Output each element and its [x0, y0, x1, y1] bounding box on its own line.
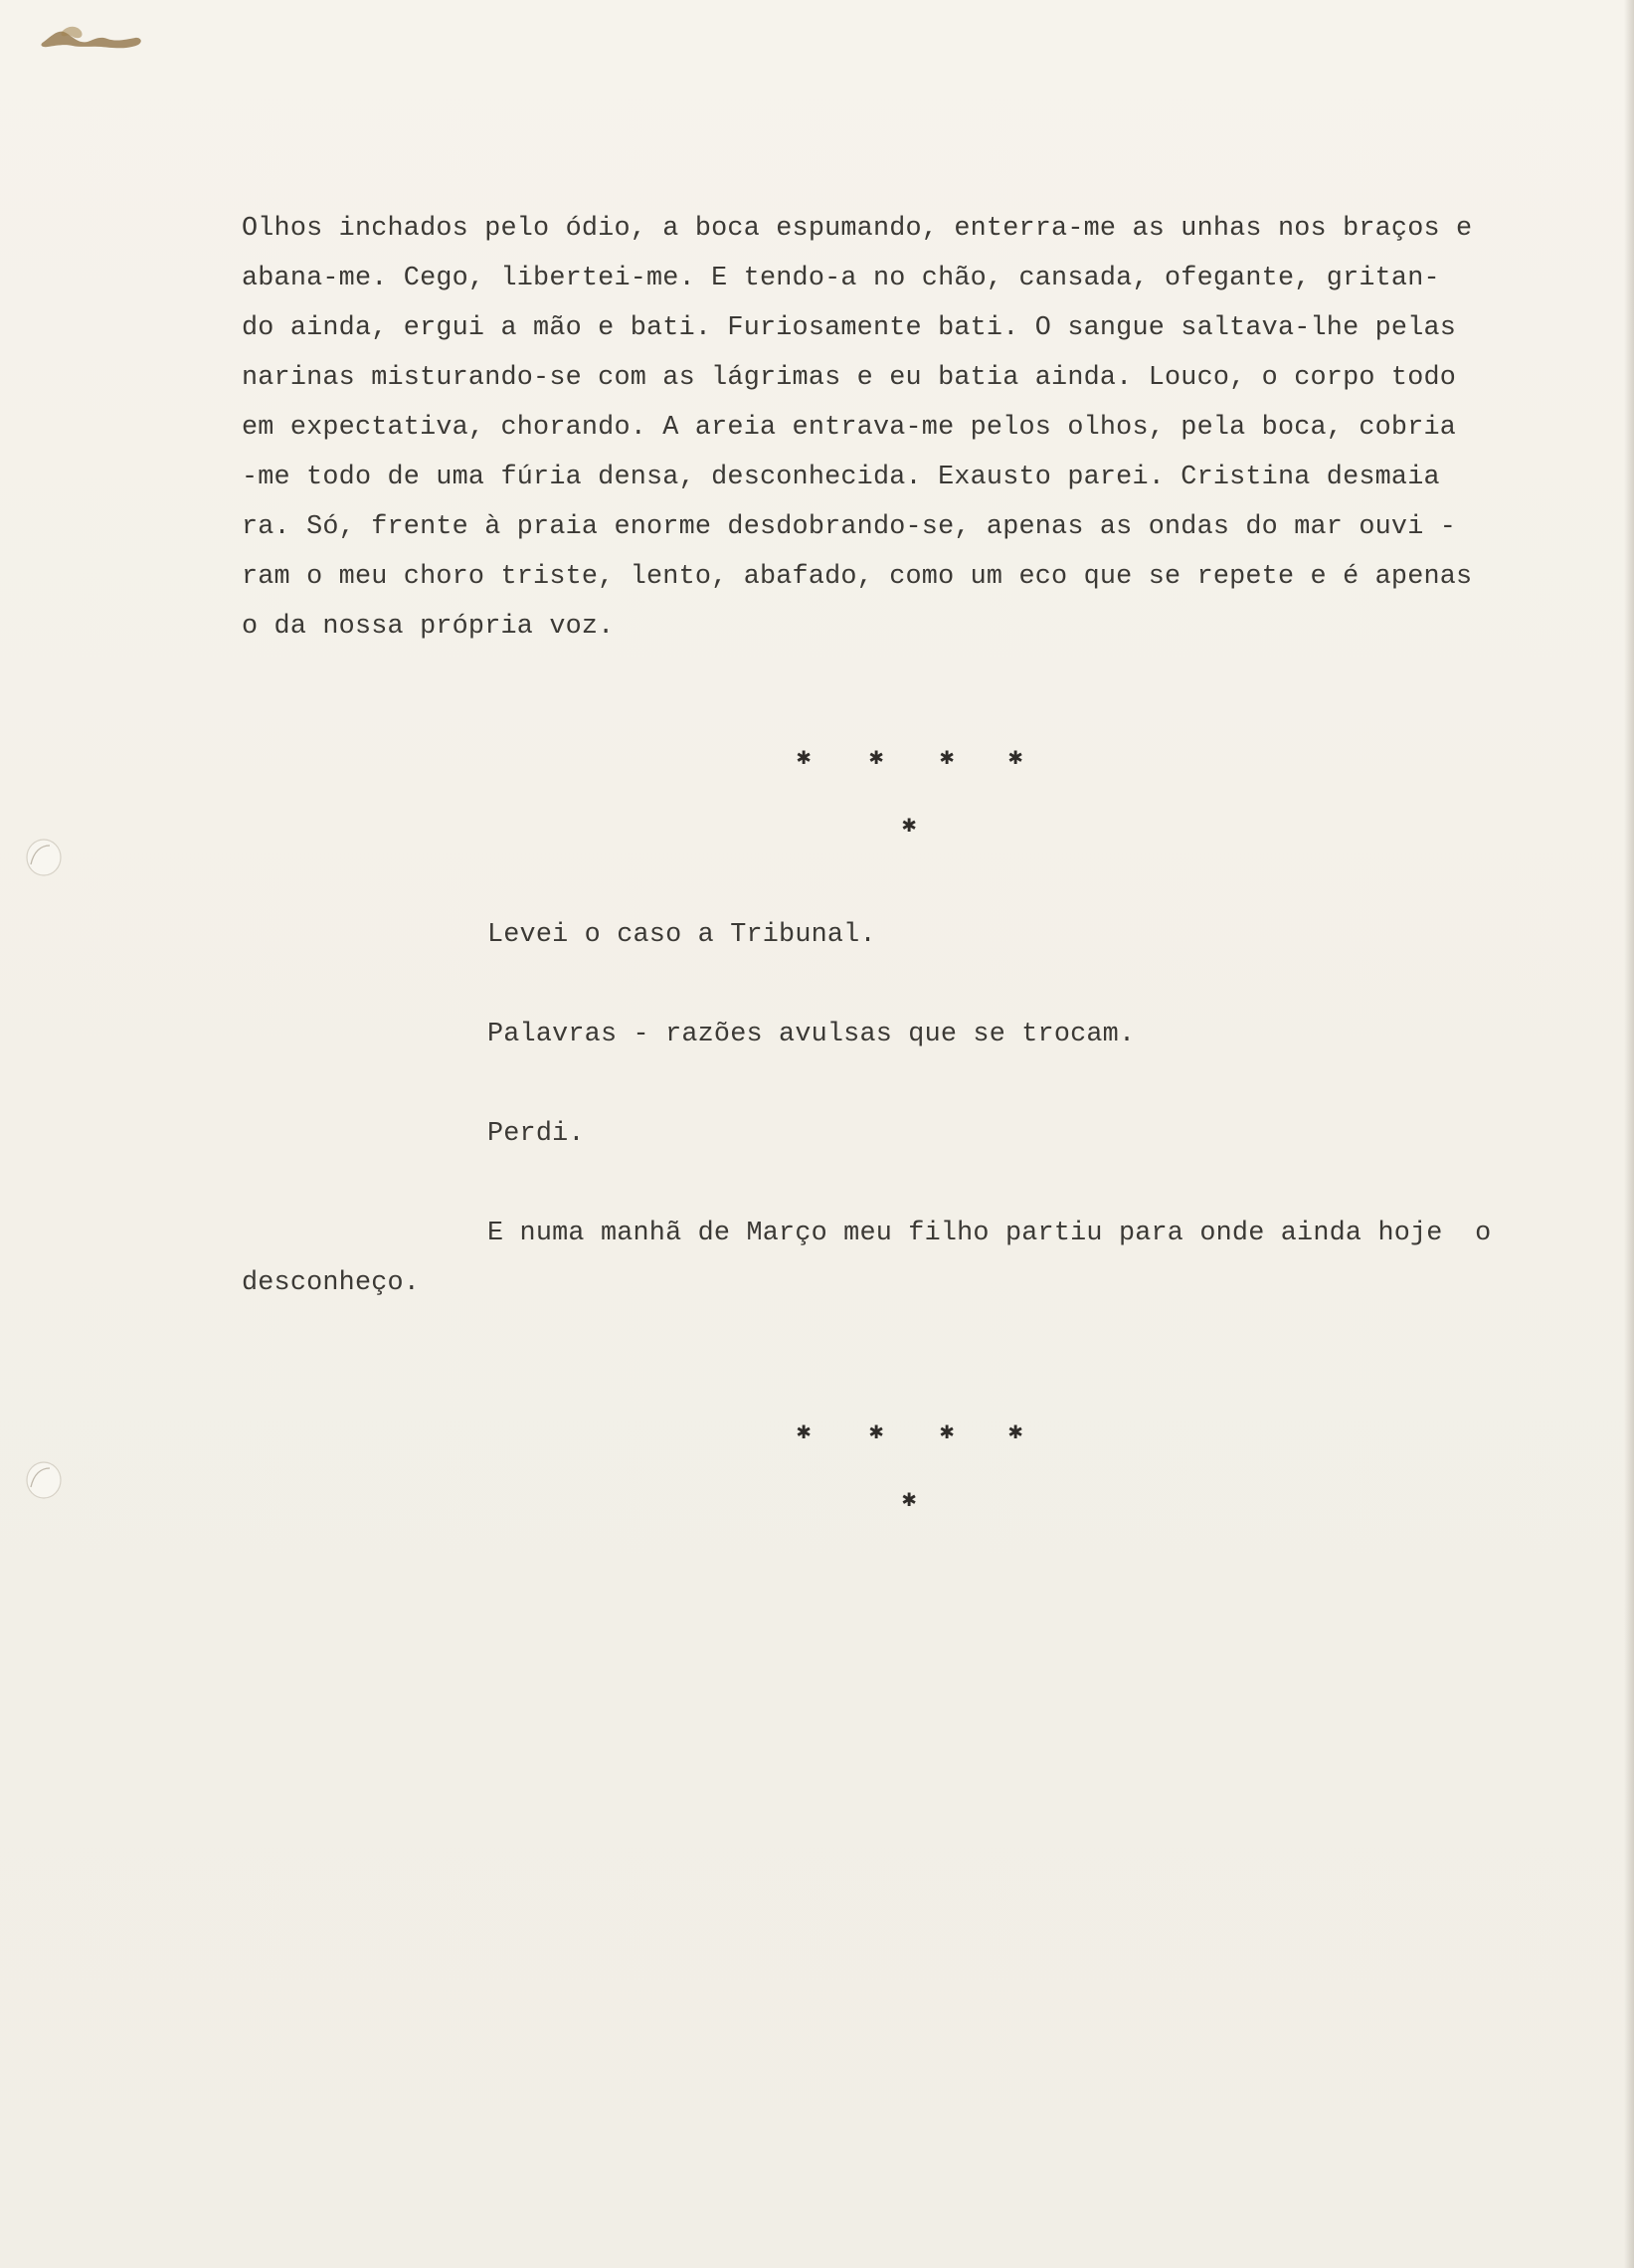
line-desconheco: desconheço.	[242, 1268, 421, 1298]
paragraph-line-1: Olhos inchados pelo ódio, a boca espumando, enterra-me as unhas nos braços e	[242, 214, 1473, 244]
separator-star: ✱	[869, 742, 884, 770]
separator-star: ✱	[797, 1417, 812, 1444]
line-palavras: Palavras - razões avulsas que se trocam.	[487, 1020, 1136, 1049]
paragraph-line-5: em expectativa, chorando. A areia entrava-me pelos olhos, pela boca, cobria	[242, 413, 1457, 443]
separator-bottom-star: ✱	[902, 1484, 917, 1512]
separator-star: ✱	[1008, 742, 1023, 770]
separator-star: ✱	[940, 742, 955, 770]
corner-stain-mark	[36, 14, 155, 54]
paragraph-line-2: abana-me. Cego, libertei-me. E tendo-a no chão, cansada, ofegante, gritan-	[242, 264, 1440, 293]
separator-star: ✱	[869, 1417, 884, 1444]
punch-hole-lower	[22, 1458, 66, 1502]
line-marco: E numa manhã de Março meu filho partiu para onde ainda hoje o	[487, 1219, 1492, 1248]
paragraph-line-7: ra. Só, frente à praia enorme desdobrando-se, apenas as ondas do mar ouvi -	[242, 512, 1457, 542]
punch-hole-upper	[22, 836, 66, 879]
separator-top-row	[797, 742, 1035, 772]
separator-star: ✱	[797, 742, 812, 770]
paragraph-line-4: narinas misturando-se com as lágrimas e eu batia ainda. Louco, o corpo todo	[242, 363, 1457, 393]
page-edge-shadow	[1624, 0, 1634, 2268]
separator-star: ✱	[940, 1417, 955, 1444]
line-perdi: Perdi.	[487, 1119, 585, 1149]
line-tribunal: Levei o caso a Tribunal.	[487, 920, 876, 950]
separator-bottom-row	[797, 1417, 1035, 1446]
separator-top-star: ✱	[902, 810, 917, 838]
separator-star: ✱	[1008, 1417, 1023, 1444]
paragraph-line-6: -me todo de uma fúria densa, desconhecida. Exausto parei. Cristina desmaia	[242, 463, 1440, 492]
paragraph-line-9: o da nossa própria voz.	[242, 612, 615, 642]
paragraph-line-8: ram o meu choro triste, lento, abafado, como um eco que se repete e é apenas	[242, 562, 1473, 592]
paragraph-line-3: do ainda, ergui a mão e bati. Furiosamente bati. O sangue saltava-lhe pelas	[242, 313, 1457, 343]
